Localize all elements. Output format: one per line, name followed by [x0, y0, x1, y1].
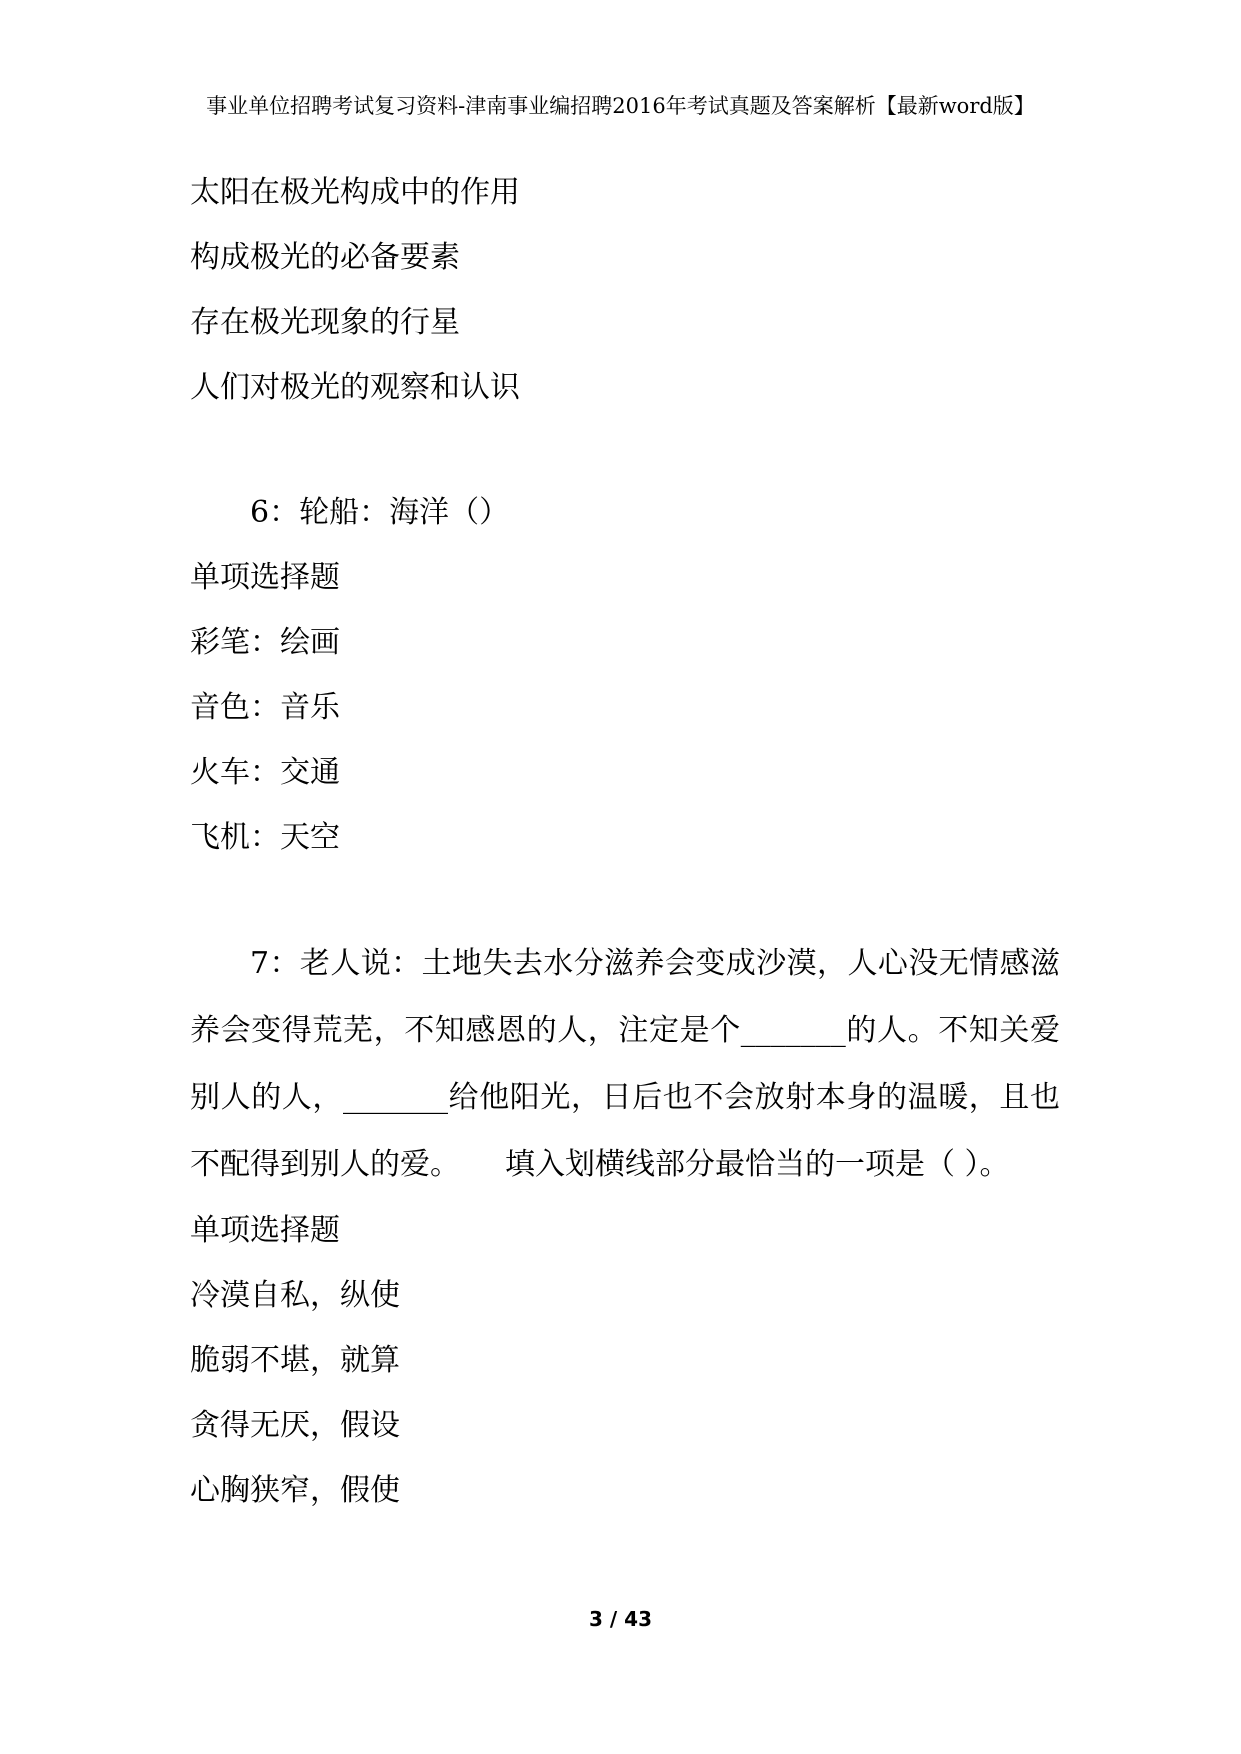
option-item: 彩笔：绘画 — [190, 625, 340, 660]
question-type: 单项选择题 — [190, 1213, 340, 1248]
document-body — [190, 160, 1060, 1523]
option-item: 飞机：天空 — [190, 820, 340, 855]
option-item: 太阳在极光构成中的作用 — [190, 175, 520, 210]
question-7 — [190, 930, 1060, 1523]
question-6 — [190, 480, 1060, 870]
option-item: 贪得无厌，假设 — [190, 1408, 400, 1443]
option-item: 构成极光的必备要素 — [190, 240, 460, 275]
option-item: 脆弱不堪，就算 — [190, 1343, 400, 1378]
previous-question-options — [190, 160, 1060, 420]
option-item: 音色：音乐 — [190, 690, 340, 725]
option-item: 人们对极光的观察和认识 — [190, 370, 520, 405]
page-number: 3 / 43 — [589, 1607, 652, 1631]
spacer — [190, 870, 1060, 930]
question-stem: 7：老人说：土地失去水分滋养会变成沙漠，人心没无情感滋养会变得荒芜，不知感恩的人，注定是个_______的人。不知关爱别人的人，_______给他阳光，日后也不会放射本身的温暖，且也不配得到别人的爱。 填入划横线部分最恰当的一项是（ ）。 — [190, 946, 1060, 1182]
option-item: 冷漠自私，纵使 — [190, 1278, 400, 1313]
option-item: 心胸狭窄，假使 — [190, 1473, 400, 1508]
spacer — [190, 420, 1060, 480]
page-header: 事业单位招聘考试复习资料-津南事业编招聘2016年考试真题及答案解析【最新word版】 — [206, 94, 1035, 118]
question-stem: 6：轮船：海洋（） — [250, 495, 510, 530]
option-item: 火车：交通 — [190, 755, 340, 790]
question-type: 单项选择题 — [190, 560, 340, 595]
option-item: 存在极光现象的行星 — [190, 305, 460, 340]
